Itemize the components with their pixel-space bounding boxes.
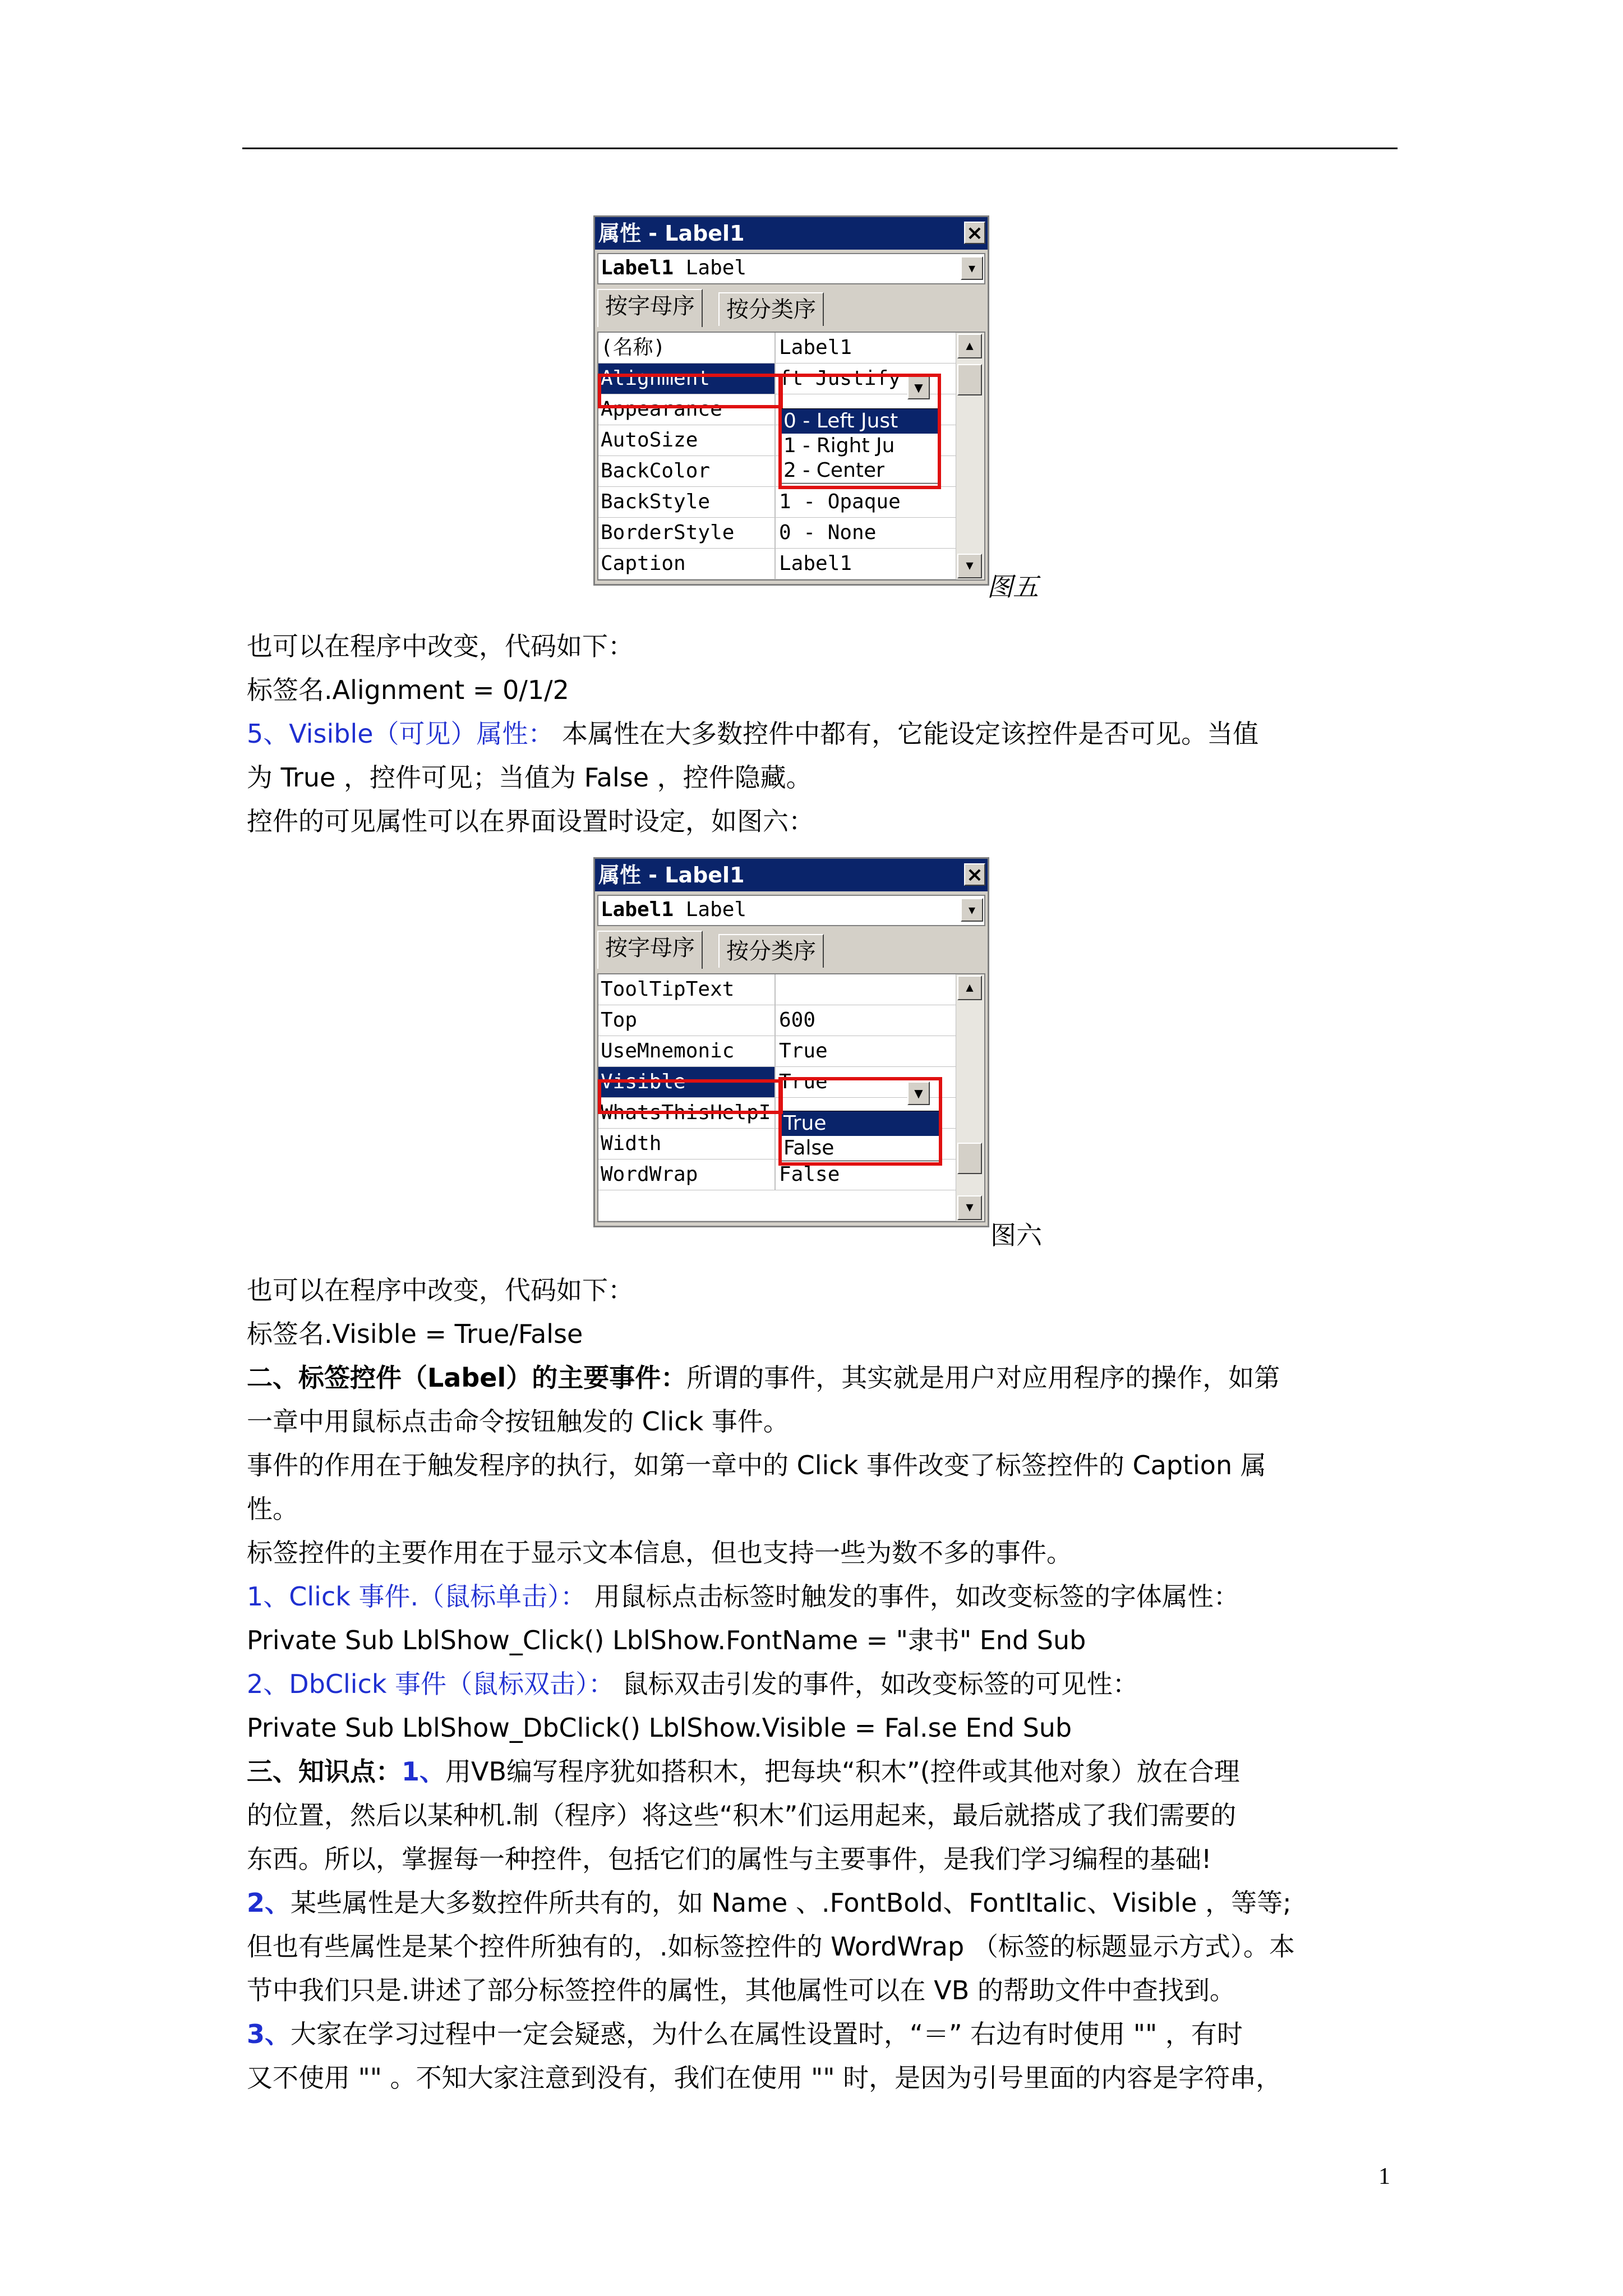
object-type: Label: [685, 898, 747, 921]
property-row[interactable]: [598, 518, 984, 549]
empty-row: [598, 1190, 984, 1221]
dropdown-option[interactable]: True: [781, 1111, 940, 1136]
property-key: Visible: [598, 1067, 776, 1097]
property-value: [776, 974, 984, 1005]
property-key: AutoSize: [598, 425, 776, 455]
property-key: (名称): [598, 333, 776, 363]
tab-strip: [595, 931, 988, 968]
property-value: 0 - None: [779, 521, 877, 544]
paragraph-line: 性。: [247, 1494, 298, 1524]
property-row[interactable]: [598, 549, 984, 579]
tab-alphabetic[interactable]: 按字母序: [597, 931, 703, 969]
paragraph-line: 事件的作用在于触发程序的执行，如第一章中的 Click 事件改变了标签控件的 Caption 属: [247, 1450, 1266, 1480]
dropdown-arrow-icon[interactable]: ▼: [907, 376, 930, 399]
code-line: Private Sub LblShow_DbClick() LblShow.Visible = Fal.se End Sub: [247, 1713, 1072, 1743]
section-heading: 三、知识点：: [247, 1756, 402, 1787]
scroll-up-icon[interactable]: ▲: [957, 976, 982, 1000]
list-number: 2、: [247, 1888, 291, 1918]
section-heading: 2、DbClick 事件（鼠标双击）：: [247, 1669, 615, 1699]
window-title: 属性 - Label1: [598, 863, 745, 887]
paragraph-line: 也可以在程序中改变，代码如下：: [247, 631, 634, 661]
properties-window-fig6: [593, 857, 989, 1227]
paragraph-text: 本属性在大多数控件中都有，它能设定该控件是否可见。当值: [554, 719, 1259, 749]
paragraph-line: 为 True ，控件可见；当值为 False ，控件隐藏。: [247, 762, 812, 793]
paragraph-line: [247, 1580, 1239, 1613]
header-rule: [242, 148, 1398, 149]
paragraph-line: 东西。所以，掌握每一种控件，包括它们的属性与主要事件，是我们学习编程的基础!: [247, 1844, 1212, 1874]
object-type: Label: [685, 256, 747, 279]
paragraph-line: [247, 1667, 1138, 1701]
paragraph-line: 又不使用 "" 。不知大家注意到没有，我们在使用 "" 时，是因为引号里面的内容是字符串，: [247, 2063, 1282, 2093]
tab-categorized[interactable]: 按分类序: [718, 292, 824, 326]
dropdown-option[interactable]: 0 - Left Just: [781, 409, 939, 434]
property-key: BorderStyle: [598, 518, 776, 548]
figure-caption: 图六: [990, 1220, 1042, 1250]
property-value: 600: [779, 1009, 816, 1032]
highlight-box: [598, 1079, 783, 1114]
list-number: 3、: [247, 2019, 291, 2049]
property-value: Label1: [779, 336, 852, 359]
property-key: Appearance: [598, 394, 776, 425]
property-key: ToolTipText: [598, 974, 776, 1005]
paragraph-text: 用鼠标点击标签时触发的事件，如改变标签的字体属性：: [586, 1581, 1239, 1612]
property-row[interactable]: [598, 333, 984, 364]
scrollbar[interactable]: [956, 333, 984, 579]
property-value: 1 - Opaque: [779, 490, 901, 513]
paragraph-line: 标签名.Visible = True/False: [247, 1319, 583, 1349]
highlight-box: [598, 374, 783, 408]
window-title-bar: [595, 217, 988, 250]
scroll-thumb[interactable]: [957, 364, 982, 395]
property-key: Top: [598, 1005, 776, 1036]
property-value: Label1: [779, 552, 852, 575]
scroll-down-icon[interactable]: ▼: [957, 554, 982, 578]
paragraph-line: [247, 1361, 1280, 1395]
paragraph-text: 大家在学习过程中一定会疑惑，为什么在属性设置时，“＝” 右边有时使用 "" ，有时: [291, 2019, 1243, 2049]
property-value: True: [779, 1039, 828, 1062]
dropdown-option[interactable]: False: [783, 1137, 834, 1159]
tab-alphabetic[interactable]: 按字母序: [597, 289, 703, 327]
close-icon[interactable]: ×: [964, 863, 985, 886]
scroll-thumb[interactable]: [957, 1143, 982, 1174]
list-number: 1、: [402, 1756, 446, 1787]
property-key: BackColor: [598, 456, 776, 486]
paragraph-text: 所谓的事件，其实就是用户对应用程序的操作，如第: [686, 1363, 1280, 1393]
paragraph-text: 某些属性是大多数控件所共有的，如 Name 、.FontBold、FontItalic、Visible ，等等;: [291, 1888, 1292, 1918]
paragraph-line: 但也有些属性是某个控件所独有的，.如标签控件的 WordWrap （标签的标题显示方式）。本: [247, 1931, 1295, 1962]
paragraph-text: 用VB编写程序犹如搭积木，把每块“积木”(控件或其他对象）放在合理: [445, 1756, 1240, 1787]
property-key: WordWrap: [598, 1159, 776, 1190]
dropdown-arrow-icon[interactable]: ▼: [907, 1082, 930, 1105]
paragraph-line: [247, 2017, 1243, 2051]
property-value: ft Justify: [779, 367, 901, 390]
window-title-bar: [595, 859, 988, 891]
chevron-down-icon[interactable]: ▼: [961, 256, 983, 280]
paragraph-text: 鼠标双击引发的事件，如改变标签的可见性：: [614, 1669, 1138, 1699]
object-combo[interactable]: [597, 253, 985, 284]
scroll-up-icon[interactable]: ▲: [957, 334, 982, 358]
object-name: Label1: [601, 256, 674, 279]
paragraph-line: 标签控件的主要作用在于显示文本信息，但也支持一些为数不多的事件。: [247, 1538, 1072, 1568]
property-row[interactable]: [598, 1036, 984, 1067]
section-heading: 二、标签控件（Label）的主要事件：: [247, 1363, 687, 1393]
figure-caption: 图五: [987, 572, 1039, 602]
dropdown-option[interactable]: 2 - Center: [783, 459, 884, 482]
highlight-box: [778, 374, 941, 489]
chevron-down-icon[interactable]: ▼: [961, 898, 983, 922]
paragraph-line: 节中我们只是.讲述了部分标签控件的属性，其他属性可以在 VB 的帮助文件中查找到。: [247, 1975, 1235, 2005]
scroll-down-icon[interactable]: ▼: [957, 1195, 982, 1220]
paragraph-line: 也可以在程序中改变，代码如下：: [247, 1275, 634, 1305]
property-row[interactable]: [598, 1005, 984, 1036]
code-line: Private Sub LblShow_Click() LblShow.FontName = "隶书" End Sub: [247, 1625, 1086, 1655]
property-value: True: [779, 1070, 828, 1093]
paragraph-line: 标签名.Alignment = 0/1/2: [247, 675, 569, 705]
highlight-box: [778, 1077, 942, 1166]
tab-strip: [595, 289, 988, 326]
property-key: UseMnemonic: [598, 1036, 776, 1066]
property-key: Width: [598, 1129, 776, 1159]
paragraph-line: [247, 1755, 1240, 1788]
page-number: 1: [1378, 2164, 1390, 2189]
property-key: BackStyle: [598, 487, 776, 517]
paragraph-line: [247, 1886, 1292, 1920]
section-heading: 1、Click 事件.（鼠标单击）：: [247, 1581, 587, 1612]
property-value: False: [779, 1163, 840, 1186]
section-heading: 5、Visible（可见）属性：: [247, 719, 554, 749]
object-name: Label1: [601, 898, 674, 921]
paragraph-line: 控件的可见属性可以在界面设置时设定，如图六：: [247, 806, 814, 836]
dropdown-option[interactable]: 1 - Right Ju: [783, 434, 895, 457]
scrollbar[interactable]: [956, 974, 984, 1221]
property-key: WhatsThisHelpI: [598, 1098, 776, 1128]
paragraph-line: 一章中用鼠标点击命令按钮触发的 Click 事件。: [247, 1406, 789, 1437]
property-key: Caption: [598, 549, 776, 579]
window-title: 属性 - Label1: [598, 221, 745, 246]
property-key: Alignment: [598, 364, 776, 394]
property-row[interactable]: [598, 974, 984, 1005]
object-combo[interactable]: [597, 895, 985, 926]
property-row[interactable]: [598, 487, 984, 518]
close-icon[interactable]: ×: [964, 222, 985, 244]
tab-categorized[interactable]: 按分类序: [718, 934, 824, 968]
paragraph-line: [247, 717, 1258, 751]
paragraph-line: 的位置，然后以某种机.制（程序）将这些“积木”们运用起来，最后就搭成了我们需要的: [247, 1800, 1237, 1830]
